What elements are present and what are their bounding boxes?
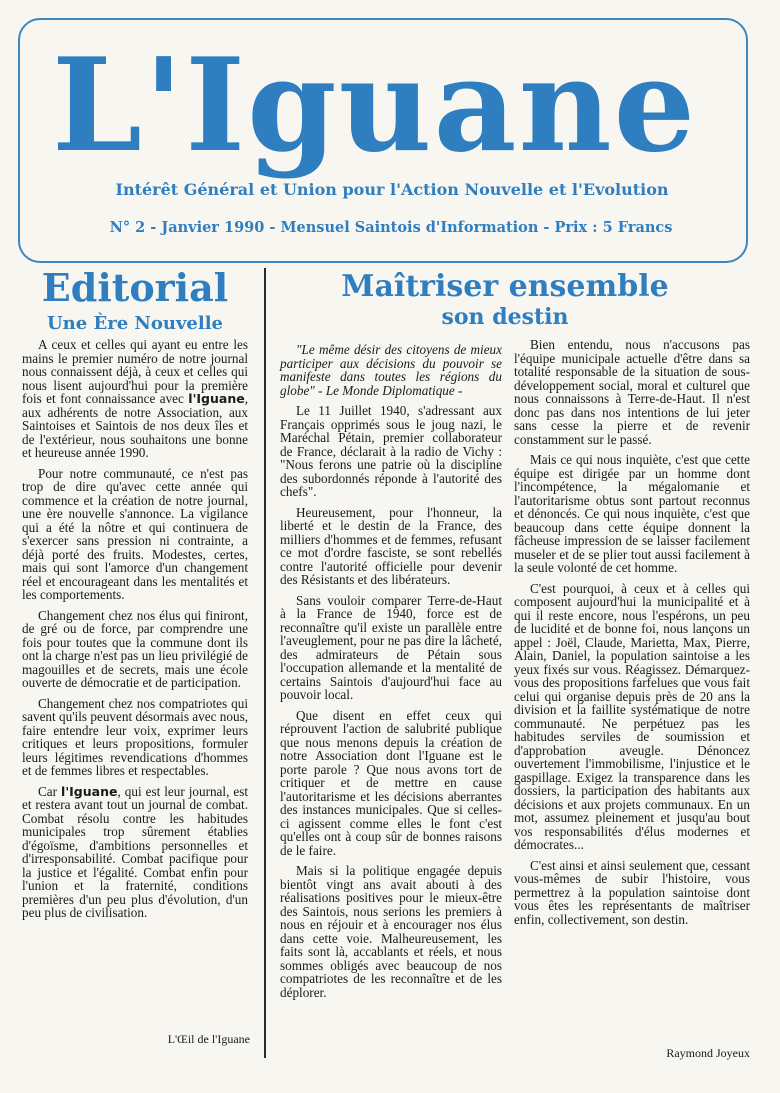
article-paragraph: Mais si la politique engagée depuis bientôt vingt ans avait abouti à des réalisations positives pour le mieux-être des Saintois, nous serions les premiers à nous en réjouir et à encourager nos élus dans cette voie. Malheureusement, les faits sont là, accablants et réels, et nous sommes obligés avec beaucoup de nos compatriotes de les reconnaître et de les déplorer. [280,863,502,1000]
issue-line: N° 2 - Janvier 1990 - Mensuel Saintois d'Information - Prix : 5 Francs [109,219,673,236]
editorial-signature: L'Œil de l'Iguane [167,1032,250,1046]
newspaper-subtitle: Intérêt Général et Union pour l'Action Nouvelle et l'Evolution [115,180,669,199]
article-title: Maîtriser ensemble [341,269,669,304]
article-column-2 [514,338,750,933]
article-signature: Raymond Joyeux [666,1046,750,1060]
newspaper-logo: L'Iguane [52,31,698,181]
editorial-subtitle: Une Ère Nouvelle [46,313,223,334]
masthead [18,18,748,263]
article-paragraph: C'est ainsi et ainsi seulement que, cessant vous-mêmes de subir l'histoire, vous permettrez à la population saintoise dont vous êtes les représentants de maîtriser enfin, collectivement, son destin. [514,857,750,927]
article-quote: "Le même désir des citoyens de mieux participer aux décisions du pouvoir se manifeste dans toutes les régions du globe" - Le Monde Diplomatique - [280,342,502,398]
brand-name: l'Iguane [188,391,245,406]
article-paragraph: C'est pourquoi, à ceux et à celles qui composent aujourd'hui la municipalité et à qui il reste encore, nous l'espérons, un peu de lucidité et de bonne foi, nous lançons un appel : Joël, Claude, Marietta, Max, Pierre, Alain, Daniel, la population saintoise a les yeux fixés sur vous. Réagissez. Démarquez-vous des propositions farfelues que vous fait celui qui organise depuis près de 20 ans la division et la faillite systématique de notre communauté. Ne perpétuez pas les habitudes serviles de soumission et d'approbation aveugle. Dénoncez ouvertement l'immobilisme, l'injustice et le gaspillage. Exigez la transparence dans les dossiers, la participation des habitants aux décisions et aux projets communaux. En un mot, assumez pleinement et jusqu'au bout vos responsabilités d'élus modernes et démocrates... [514,580,750,852]
editorial-paragraph: Pour notre communauté, ce n'est pas trop de dire qu'avec cette année qui commence et la création de notre journal, une ère nouvelle s'annonce. La vigilance qui a été la nôtre et qui continuera de s'exercer sans pression ni contrainte, a déjà porté des fruits. Modestes, certes, mais qui sont l'amorce d'un changement réel et encourageant dans les mentalités et les comportements. [22,465,248,602]
article-paragraph: Le 11 Juillet 1940, s'adressant aux Français opprimés sous le joug nazi, le Maréchal Pétain, premier collaborateur de France, déclarait à la radio de Vichy : "Nous ferons une patrie où la discipline des subordonnés réponde à l'autorité des chefs". [280,403,502,499]
brand-name: l'Iguane [61,783,118,799]
editorial-paragraph: Changement chez nos compatriotes qui savent qu'ils peuvent désormais avec nous, faire entendre leur voix, exprimer leurs critiques et leurs propositions, formuler leurs légitimes revendications d'hommes et de femmes libres et respectables. [22,695,248,778]
editorial-title: Editorial [41,265,229,310]
article-paragraph: Heureusement, pour l'honneur, la liberté et le destin de la France, des milliers d'hommes et de femmes, refusant ce mot d'ordre fasciste, se sont rebellés contre l'autorité officielle pour devenir des Résistants et des libérateurs. [280,504,502,587]
editorial-paragraph: Car l'Iguane, qui est leur journal, est et restera avant tout un journal de combat. Combat résolu contre les habitudes municipales trop sûrement établies d'égoïsme, d'ambitions personnelles et d'irresponsabilité. Combat pacifique pour la justice et l'égalité. Combat enfin pour l'union et la fraternité, conditions premières d'un peu plus d'évolution, d'un peu plus de civilisation. [22,783,249,920]
editorial-paragraph: Changement chez nos élus qui finiront, de gré ou de force, par comprendre une fois pour toutes que la commune dont ils ont la charge n'est pas un lieu privilégié de magouilles et de secrets, mais une école ouverte de démocratie et de participation. [22,607,248,690]
article-paragraph: Bien entendu, nous n'accusons pas l'équipe municipale actuelle d'être dans sa totalité responsable de la situation de sous-développement social, moral et culturel que nous connaissons à Terre-de-Haut. Il n'est donc pas dans nos intentions de lui jeter sans cesse la pierre et de revenir constamment sur le passé. [514,337,750,447]
article-column-1 [280,343,502,1006]
article-subtitle: son destin [441,304,569,330]
editorial-paragraph: A ceux et celles qui ayant eu entre les mains le premier numéro de notre journal nous connaissent déjà, à ceux et celles qui nous lisent aujourd'hui pour la première fois et font connaissance avec l'Iguane, aux adhérents de notre Association, aux Saintoises et Saintois de nos deux îles et de l'extérieur, nous souhaitons une bonne et heureuse année 1990. [22,337,249,460]
editorial-column [22,338,248,927]
article-paragraph: Sans vouloir comparer Terre-de-Haut à la France de 1940, force est de reconnaître qu'il existe un parallèle entre l'aveuglement, pour ne pas dire la lâcheté, des admirateurs de Pétain sous l'occupation allemande et la mentalité de certains Saintois d'aujourd'hui face au pouvoir local. [280,592,502,702]
article-paragraph: Mais ce qui nous inquiète, c'est que cette équipe est dirigée par un homme dont l'incompétence, la mégalomanie et l'autoritarisme obtus sont partout reconnus et dénoncés. Ce qui nous inquiète, c'est que beaucoup dans cette équipe donnent la fâcheuse impression de se laisser facilement museler et de se plier tout aussi facilement à la seule volonté de cet homme. [514,452,750,575]
article-paragraph: Que disent en effet ceux qui réprouvent l'action de salubrité publique que nous menons depuis la création de notre Association dont l'Iguane est le porte parole ? Que nous avons tort de critiquer et de mettre en cause l'autoritarisme et les décisions aberrantes des instances municipales. Que si celles-ci agissent comme elles le font c'est qu'elles ont à coup sûr de bonnes raisons de le faire. [280,707,502,858]
column-divider [264,268,266,1058]
